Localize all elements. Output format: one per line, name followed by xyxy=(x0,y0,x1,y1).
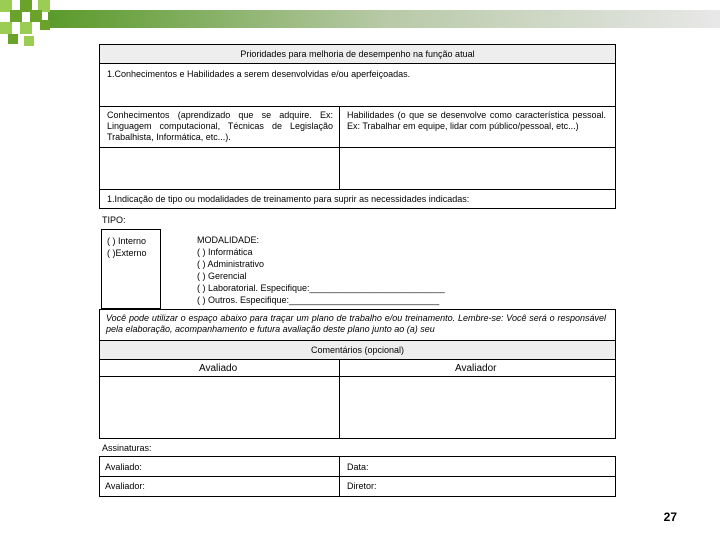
decorative-header-bar xyxy=(0,0,720,50)
green-square xyxy=(10,10,22,22)
tipo-option-externo[interactable]: ( )Externo xyxy=(107,248,147,258)
modalidade-label: MODALIDADE: xyxy=(197,235,260,245)
tipo-label: TIPO: xyxy=(102,215,126,225)
avaliador-comment-area[interactable] xyxy=(340,377,615,438)
avaliado-comment-area[interactable] xyxy=(100,377,339,438)
plan-note-text: Você pode utilizar o espaço abaixo para traçar um plano de trabalho e/ou treinamento. Lembre-se: Você será o responsável pela elaboração, acompanhamento e futura avaliação deste plano junto ao (a) seu xyxy=(106,313,606,334)
sign-avaliado-field[interactable]: Avaliado: xyxy=(105,462,142,472)
sign-data-field[interactable]: Data: xyxy=(347,462,369,472)
modalidade-option-gerencial[interactable]: ( ) Gerencial xyxy=(197,271,247,281)
sign-avaliador-field[interactable]: Avaliador: xyxy=(105,481,145,491)
grid-divider-horizontal xyxy=(99,147,616,148)
sign-diretor-field[interactable]: Diretor: xyxy=(347,481,377,491)
comments-title: Comentários (opcional) xyxy=(310,345,405,355)
section2-label: 1.Indicação de tipo ou modalidades de treinamento para suprir as necessidades indicadas: xyxy=(107,194,470,204)
green-square xyxy=(24,36,34,46)
skills-description: Habilidades (o que se desenvolve como característica pessoal. Ex: Trabalhar em equipe, lidar com público/pessoal, etc...) xyxy=(347,110,606,131)
signature-divider-horizontal xyxy=(99,476,616,477)
modalidade-option-outros[interactable]: ( ) Outros. Especifique:______________________________ xyxy=(197,295,440,305)
priorities-title: Prioridades para melhoria de desempenho na função atual xyxy=(240,49,475,59)
section1-label: 1.Conhecimentos e Habilidades a serem desenvolvidas e/ou aperfeiçoadas. xyxy=(107,69,411,79)
modalidade-option-laboratorial[interactable]: ( ) Laboratorial. Especifique:___________________________ xyxy=(197,283,445,293)
avaliado-column-label: Avaliado xyxy=(199,363,238,374)
comments-header xyxy=(99,340,616,360)
green-square xyxy=(0,22,12,34)
green-square xyxy=(40,20,50,30)
avaliador-column-label: Avaliador xyxy=(455,363,497,374)
tipo-option-interno[interactable]: ( ) Interno xyxy=(107,236,147,246)
green-square xyxy=(8,34,18,44)
grid-divider-vertical xyxy=(339,106,340,190)
modalidade-option-administrativo[interactable]: ( ) Administrativo xyxy=(197,259,265,269)
header-gradient-bar xyxy=(48,10,720,28)
page-number: 27 xyxy=(663,510,677,524)
green-square xyxy=(20,22,32,34)
assinaturas-label: Assinaturas: xyxy=(102,443,152,453)
priorities-header xyxy=(99,44,616,64)
modalidade-option-informatica[interactable]: ( ) Informática xyxy=(197,247,253,257)
knowledge-description: Conhecimentos (aprendizado que se adquire. Ex: Linguagem computacional, Técnicas de Legislação Trabalhista, Informática, etc...). xyxy=(107,110,333,142)
